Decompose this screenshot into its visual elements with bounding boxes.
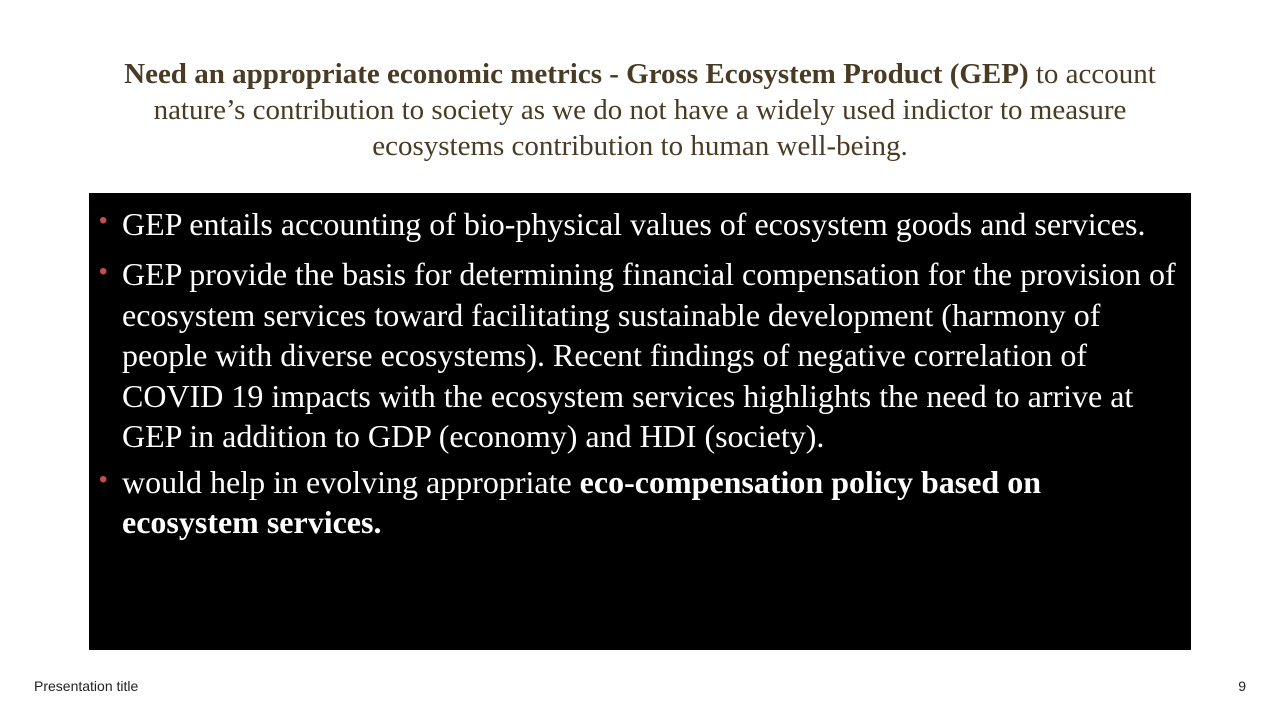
heading-bold-text: Need an appropriate economic metrics - Gross Ecosystem Product (GEP) xyxy=(124,58,1029,90)
bullet-dot-icon: • xyxy=(99,465,108,493)
bullet-dot-icon: • xyxy=(99,207,108,234)
footer-page-number: 9 xyxy=(1238,678,1246,694)
bullet-text: GEP provide the basis for determining financial compensation for the provision of ecosystem services toward facilitating sustainable development (harmony of people with diverse ecosystems). Recent findings of negative correlation of COVID 19 impacts with the ecosystem services highlights the need to arrive at GEP in addition to GDP (economy) and HDI (society). xyxy=(122,256,1176,454)
content-panel xyxy=(89,193,1191,650)
bullet-text: GEP entails accounting of bio-physical values of ecosystem goods and services. xyxy=(122,206,1146,242)
bullet-item-gep-accounting xyxy=(99,197,1181,251)
bullet-text-regular: would help in evolving appropriate xyxy=(122,463,580,500)
bullet-list xyxy=(99,197,1181,542)
heading-regular-text: to account nature’s contribution to society as we do not have a widely used indictor to measure ecosystems contribution to human well-being. xyxy=(153,58,1156,162)
bullet-dot-icon: • xyxy=(99,258,108,285)
slide-heading xyxy=(90,56,1190,164)
bullet-item-gep-compensation xyxy=(99,254,1181,457)
footer-presentation-title: Presentation title xyxy=(34,678,139,694)
bullet-text-bold: eco-compensation policy based on ecosystem services. xyxy=(122,463,1042,540)
bullet-item-eco-compensation xyxy=(99,462,1181,542)
